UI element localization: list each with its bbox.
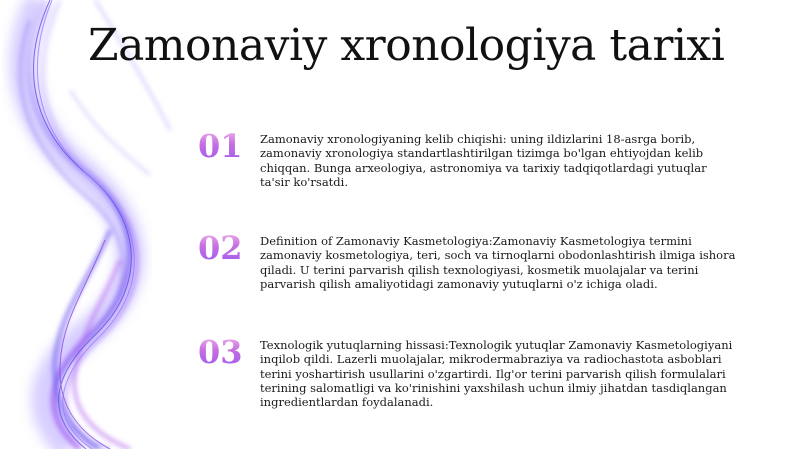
item-text: Definition of Zamonaviy Kasmetologiya:Zamonaviy Kasmetologiya termini zamonaviy kosmetologiya, teri, soch va tirnoqlarni obodonlashtirish ilmiga ishora qiladi. U terini parvarish qilish texnologiyasi, kosmetik muolajalar va terini parvarish qilish amaliyotidagi zamonaviy yutuqlarni o'z ichiga oladi. [260, 234, 736, 291]
item-text: Zamonaviy xronologiyaning kelib chiqishi: uning ildizlarini 18-asrga borib, zamonaviy xronologiya standartlashtirilgan tizimga bo'lgan ehtiyojdan kelib chiqqan. Bunga arxeologiya, astronomiya va tarixiy tadqiqotlardagi yutuqlar ta'sir ko'rsatdi. [260, 132, 707, 189]
item-number: 02 [198, 231, 260, 265]
slide-title: Zamonaviy xronologiya tarixi [88, 20, 725, 71]
item-text: Texnologik yutuqlarning hissasi:Texnologik yutuqlar Zamonaviy Kasmetologiyani inqilob qildi. Lazerli muolajalar, mikrodermabraziya va radiochastota asboblari terini yoshartirish usullarini o'zgartirdi. Ilg'or terini parvarish qilish formulalari terining salomatligi va ko'rinishini yaxshilash uchun ilmiy jihatdan tasdiqlangan ingredientlardan foydalanadi. [260, 338, 733, 410]
item-number: 01 [198, 129, 260, 163]
list-item [198, 229, 738, 291]
list-item [198, 127, 738, 189]
list-item [198, 333, 738, 410]
item-number: 03 [198, 335, 260, 369]
